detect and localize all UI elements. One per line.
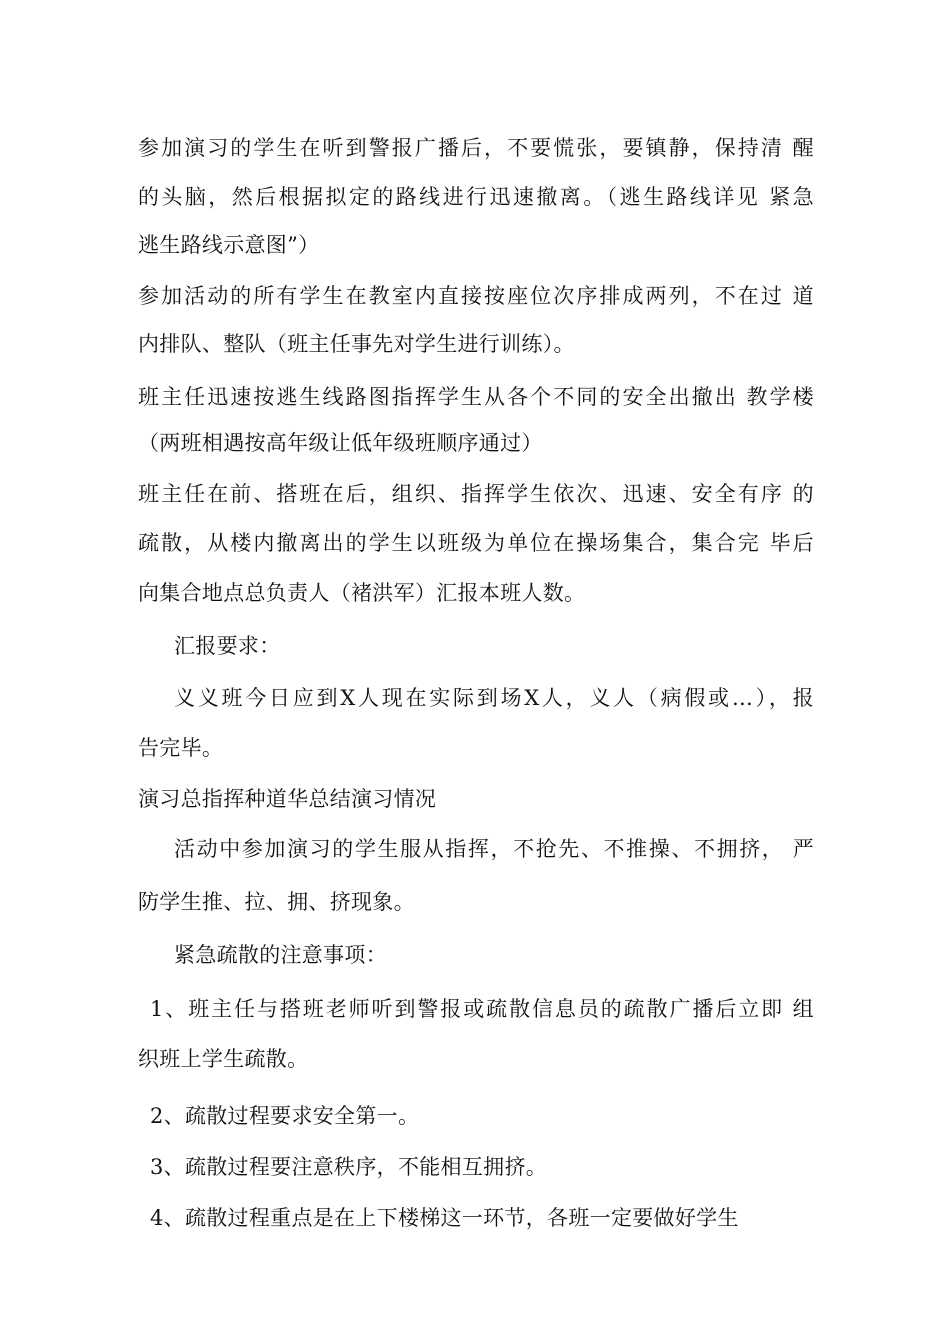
paragraph-line: 逃生路线示意图”） — [138, 233, 320, 257]
section-heading: 紧急疏散的注意事项： — [174, 943, 387, 967]
paragraph-line: 疏散，从楼内撤离出的学生以班级为单位在操场集合，集合完 毕后 — [138, 531, 814, 555]
list-item: 1、班主任与搭班老师听到警报或疏散信息员的疏散广播后立即 组 — [150, 997, 814, 1021]
section-heading: 汇报要求： — [174, 634, 281, 658]
list-item: 2、疏散过程要求安全第一。 — [150, 1104, 420, 1128]
paragraph-line: 演习总指挥种道华总结演习情况 — [138, 787, 437, 811]
paragraph-line: 班主任迅速按逃生线路图指挥学生从各个不同的安全出撤出 教学楼 — [138, 385, 814, 409]
paragraph-line: 活动中参加演习的学生服从指挥，不抢先、不推操、不拥挤， 严 — [174, 837, 814, 861]
paragraph-line: 告完毕。 — [138, 736, 224, 760]
list-item: 3、疏散过程要注意秩序，不能相互拥挤。 — [150, 1155, 548, 1179]
paragraph-line: 防学生推、拉、拥、挤现象。 — [138, 890, 415, 914]
list-item-continuation: 织班上学生疏散。 — [138, 1047, 309, 1071]
paragraph-line: 参加演习的学生在听到警报广播后，不要慌张，要镇静，保持清 醒 — [138, 136, 814, 160]
paragraph-line: 班主任在前、搭班在后，组织、指挥学生依次、迅速、安全有序 的 — [138, 482, 814, 506]
paragraph-line: 内排队、整队（班主任事先对学生进行训练）。 — [138, 332, 575, 356]
paragraph-line: 向集合地点总负责人（褚洪军）汇报本班人数。 — [138, 581, 586, 605]
paragraph-line: （两班相遇按高年级让低年级班顺序通过） — [138, 431, 543, 455]
list-item: 4、疏散过程重点是在上下楼梯这一环节，各班一定要做好学生 — [150, 1206, 739, 1230]
paragraph-line: 参加活动的所有学生在教室内直接按座位次序排成两列，不在过 道 — [138, 284, 814, 308]
paragraph-line: 义义班今日应到X人现在实际到场X人，义人（病假或…），报 — [174, 686, 814, 710]
paragraph-line: 的头脑，然后根据拟定的路线进行迅速撤离。（逃生路线详见 紧急 — [138, 185, 814, 209]
